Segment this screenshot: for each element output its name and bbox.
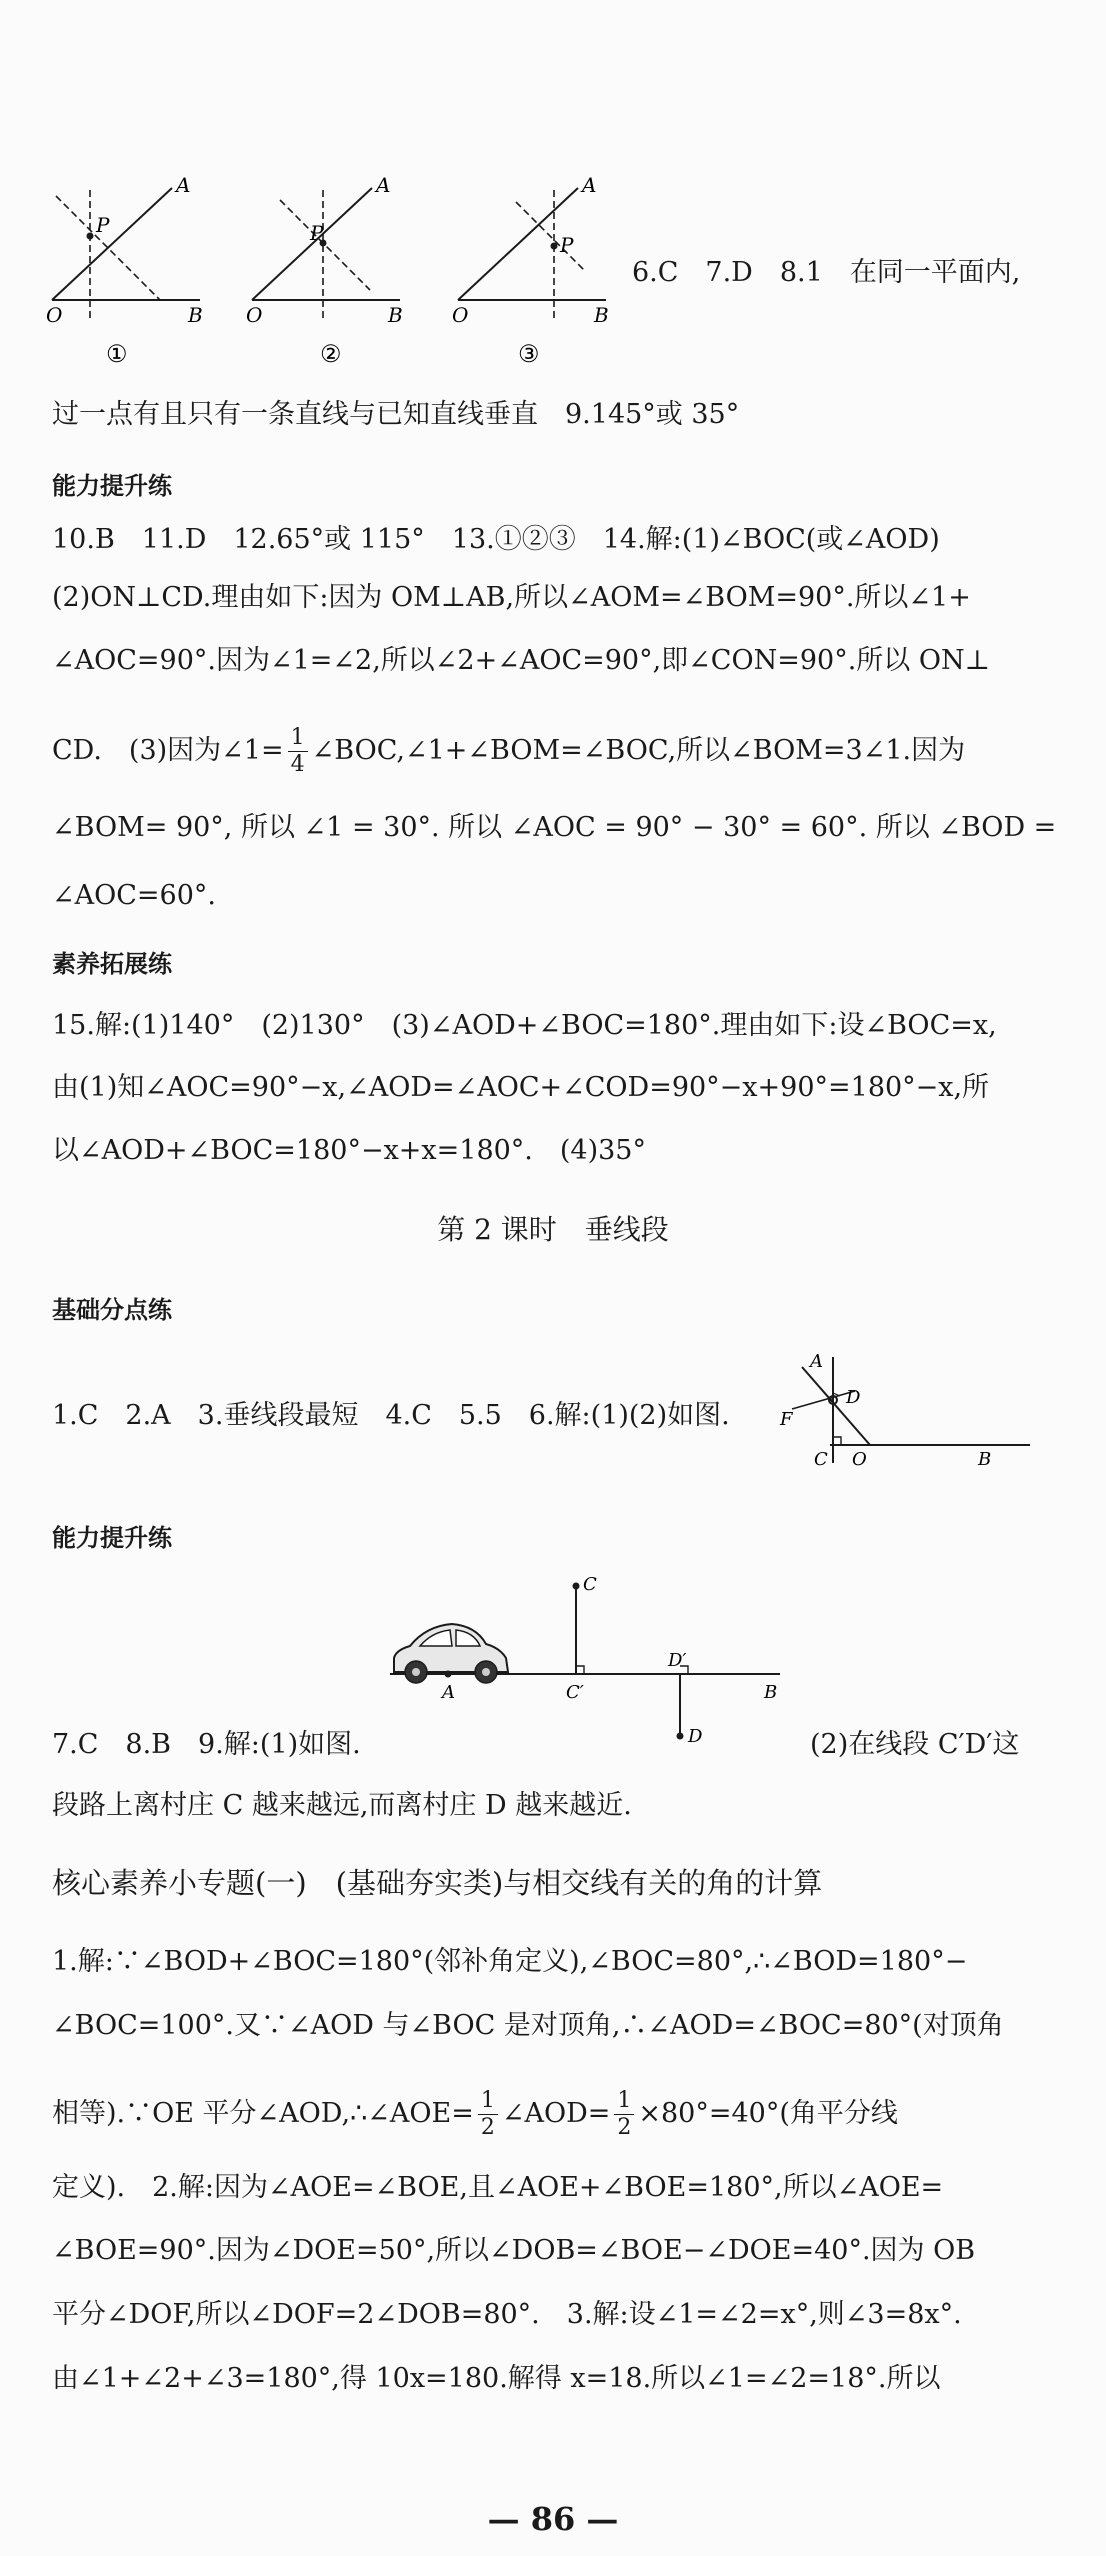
answer-line-13a: 7.C 8.B 9.解:(1)如图. [52,1729,361,1760]
fig2-label-p: P [310,221,324,245]
answer-line-6-part-a: CD. (3)因为∠1= [52,735,284,766]
fraction-denominator: 2 [480,2115,495,2140]
answer-line-20: 平分∠DOF,所以∠DOF=2∠DOB=80°. 3.解:设∠1=∠2=x°,则∠3=8x°. [52,2299,962,2330]
fig-car-label-c: C [583,1574,597,1595]
answer-line-14: 段路上离村庄 C 越来越远,而离村庄 D 越来越近. [52,1790,632,1821]
fig-perp-label-c: C [814,1449,828,1470]
figure-car-road [380,1570,800,1770]
answer-line-6 [52,725,965,778]
special-topic-title: 核心素养小专题(一) (基础夯实类)与相交线有关的角的计算 [52,1866,823,1900]
figure-perpendicular-1 [40,170,220,370]
fig-perp-label-d: D [846,1387,861,1408]
fig-perp-label-a: A [810,1351,823,1372]
section-heading-literacy: 素养拓展练 [52,950,172,978]
answer-line-17-part-b: ∠AOD= [501,2098,611,2129]
fig-car-label-a: A [442,1682,455,1703]
answer-line-17 [52,2088,898,2141]
fig1-label-p: P [96,213,110,237]
fig3-caption: ③ [518,340,540,368]
fraction-numerator: 1 [614,2088,634,2115]
fig-perp-label-f: F [780,1409,793,1430]
fraction-one-quarter [288,725,308,778]
fig3-label-a: A [582,173,597,197]
section-heading-ability-2: 能力提升练 [52,1524,172,1552]
answer-line-10: 由(1)知∠AOC=90°−x,∠AOD=∠AOC+∠COD=90°−x+90°=180°−x,所 [52,1072,990,1103]
answer-line-5: ∠AOC=90°.因为∠1=∠2,所以∠2+∠AOC=90°,即∠CON=90°.所以 ON⊥ [52,645,991,676]
lesson-title: 第 2 课时 垂线段 [437,1213,669,1246]
fig-car-label-d-prime: D′ [668,1650,687,1671]
answer-line-12: 1.C 2.A 3.垂线段最短 4.C 5.5 6.解:(1)(2)如图. [52,1400,730,1431]
figure-perpendicular-3 [446,170,626,370]
answer-line-6-part-b: ∠BOC,∠1+∠BOM=∠BOC,所以∠BOM=3∠1.因为 [311,735,966,766]
answer-line-18: 定义). 2.解:因为∠AOE=∠BOE,且∠AOE+∠BOE=180°,所以∠AOE= [52,2172,944,2203]
page-number: — 86 — [487,2500,619,2538]
fraction-numerator: 1 [288,725,308,752]
fig1-label-b: B [188,303,203,327]
fig-car-label-d: D [688,1726,703,1747]
figure-perpendicular-segment [770,1345,1050,1475]
answer-line-17-part-a: 相等).∵OE 平分∠AOD,∴∠AOE= [52,2098,474,2129]
fig3-label-p: P [560,233,574,257]
section-heading-basic: 基础分点练 [52,1296,172,1324]
fig2-label-b: B [388,303,403,327]
fig-car-label-b: B [764,1682,778,1703]
answer-line-9: 15.解:(1)140° (2)130° (3)∠AOD+∠BOC=180°.理由如下:设∠BOC=x, [52,1010,997,1041]
fig1-label-o: O [46,303,63,327]
fraction-numerator: 1 [478,2088,498,2115]
fig3-label-o: O [452,303,469,327]
answer-line-19: ∠BOE=90°.因为∠DOE=50°,所以∠DOB=∠BOE−∠DOE=40°.因为 OB [52,2235,976,2266]
answer-line-7: ∠BOM= 90°, 所以 ∠1 = 30°. 所以 ∠AOC = 90° − 30° = 60°. 所以 ∠BOD = [52,812,1057,843]
fig1-caption: ① [106,340,128,368]
section-heading-ability: 能力提升练 [52,472,172,500]
fig2-label-a: A [376,173,391,197]
answer-line-2: 过一点有且只有一条直线与已知直线垂直 9.145°或 35° [52,399,740,430]
fraction-one-half-b [614,2088,634,2141]
answer-line-15: 1.解:∵∠BOD+∠BOC=180°(邻补角定义),∠BOC=80°,∴∠BOD=180°− [52,1946,968,1977]
answer-line-17-part-c: ×80°=40°(角平分线 [638,2098,898,2129]
answer-line-8: ∠AOC=60°. [52,880,216,911]
figure-perpendicular-2 [240,170,420,370]
fig-car-label-c-prime: C′ [566,1682,584,1703]
fig2-caption: ② [320,340,342,368]
answer-line-16: ∠BOC=100°.又∵∠AOD 与∠BOC 是对顶角,∴∠AOD=∠BOC=80°(对顶角 [52,2010,1004,2041]
answer-line-13b: (2)在线段 C′D′这 [810,1729,1020,1760]
answer-line-4: (2)ON⊥CD.理由如下:因为 OM⊥AB,所以∠AOM=∠BOM=90°.所以∠1+ [52,582,971,613]
fraction-one-half-a [478,2088,498,2141]
answer-line-11: 以∠AOD+∠BOC=180°−x+x=180°. (4)35° [52,1135,646,1166]
fig2-label-o: O [246,303,263,327]
fig-perp-label-b: B [978,1449,992,1470]
fig-perp-label-o: O [852,1449,867,1470]
fraction-denominator: 4 [290,752,305,777]
fig1-label-a: A [176,173,191,197]
answer-line-21: 由∠1+∠2+∠3=180°,得 10x=180.解得 x=18.所以∠1=∠2=18°.所以 [52,2363,941,2394]
answer-line-3: 10.B 11.D 12.65°或 115° 13.①②③ 14.解:(1)∠BOC(或∠AOD) [52,524,940,555]
fraction-denominator: 2 [617,2115,632,2140]
fig3-label-b: B [594,303,609,327]
answer-line-1: 6.C 7.D 8.1 在同一平面内, [632,257,1021,288]
